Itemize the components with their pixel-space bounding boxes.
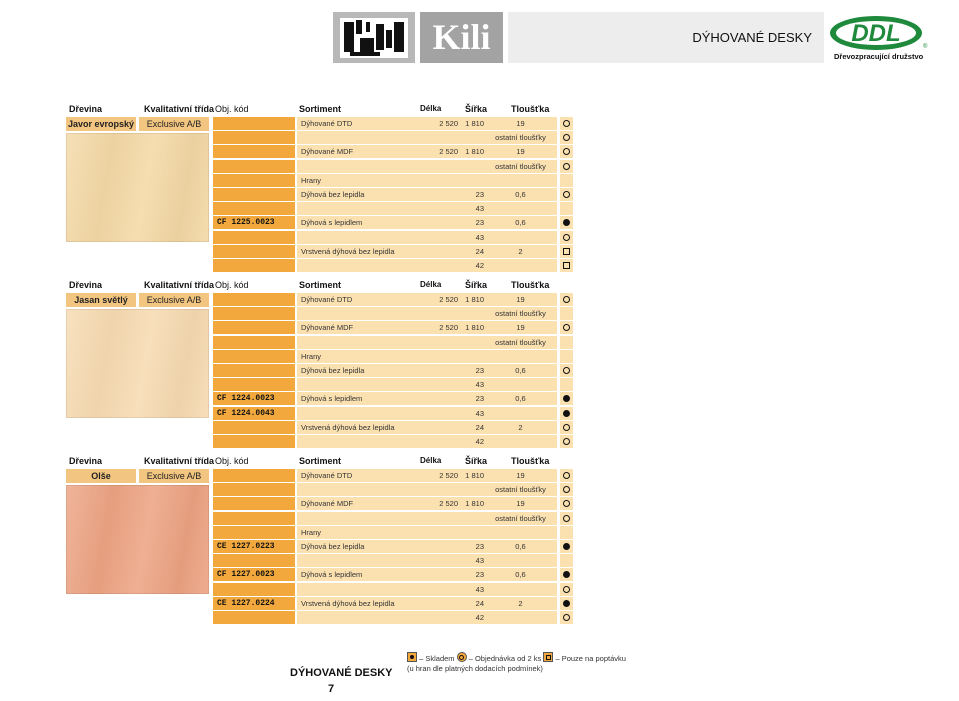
product-code: [213, 483, 295, 496]
in-stock-icon: [563, 571, 570, 578]
sirka-cell: [430, 307, 484, 320]
sirka-cell: 42: [475, 261, 484, 270]
tloustka-cell: [490, 174, 551, 187]
sirka-cell: 1 810: [465, 119, 484, 128]
tloustka-cell: [490, 611, 551, 624]
product-code: CF 1225.0023: [213, 216, 295, 229]
availability-cell: [560, 611, 573, 624]
sortiment-cell: Dýhované MDF: [301, 323, 354, 333]
availability-cell: [560, 378, 573, 391]
order-icon: [563, 296, 570, 303]
sortiment-cell: Dýhová s lepidlem: [301, 394, 363, 404]
sirka-cell: 24: [475, 246, 484, 256]
legend-skladem: – Skladem: [419, 654, 455, 663]
ddl-tagline: Dřevozpracující družstvo: [834, 52, 924, 61]
sirka-cell: 24: [475, 422, 484, 432]
column-header-obj: Obj. kód: [215, 456, 249, 466]
column-header-sortiment: Sortiment: [299, 280, 342, 290]
tloustka-cell: 19: [516, 147, 525, 157]
product-code: CE 1227.0223: [213, 540, 295, 553]
column-header-trida: Kvalitativní třída: [144, 456, 215, 466]
sirka-cell: [430, 526, 484, 539]
availability-cell: [560, 350, 573, 363]
sirka-cell: 23: [475, 218, 484, 228]
tloustka-cell: 0,6: [515, 366, 526, 375]
sirka-cell: [430, 483, 484, 496]
availability-cell: [560, 336, 573, 349]
column-header-tloustka: Tloušťka: [511, 456, 550, 466]
sortiment-cell: Dýhová bez lepidla: [301, 542, 365, 551]
sortiment-cell: Dýhované MDF: [301, 499, 354, 509]
wood-swatch: [66, 485, 209, 594]
product-code: CE 1227.0224: [213, 597, 295, 610]
availability-cell: [560, 117, 573, 130]
in-stock-icon: [563, 543, 570, 550]
sirka-cell: 23: [475, 190, 484, 199]
tloustka-cell: [490, 435, 551, 448]
availability-cell: [560, 554, 573, 567]
availability-cell: [560, 540, 573, 553]
sirka-cell: 1 810: [465, 323, 484, 333]
sirka-cell: 23: [475, 570, 484, 580]
product-code: [213, 526, 295, 539]
tloustka-cell: ostatní tloušťky: [495, 337, 546, 347]
legend-row: [407, 652, 626, 664]
availability-cell: [560, 131, 573, 144]
column-header-trida: Kvalitativní třída: [144, 104, 215, 114]
product-code: [213, 364, 295, 377]
order-icon: [563, 472, 570, 479]
product-code: [213, 307, 295, 320]
sortiment-cell: Dýhová s lepidlem: [301, 570, 363, 580]
product-code: [213, 378, 295, 391]
legend-note: (u hran dle platných dodacích podmínek): [407, 664, 543, 673]
svg-text:®: ®: [923, 44, 928, 50]
sortiment-cell: Dýhované MDF: [301, 147, 354, 157]
column-header-delka: Délka: [420, 456, 442, 465]
order-icon: [563, 438, 570, 445]
sortiment-cell: Vrstvená dýhová bez lepidla: [301, 246, 395, 256]
tloustka-cell: 19: [516, 499, 525, 509]
order-icon: [563, 134, 570, 141]
ddl-logo: [828, 14, 928, 66]
tloustka-cell: [490, 583, 551, 596]
order-icon: [563, 148, 570, 155]
sirka-cell: 43: [475, 408, 484, 418]
availability-cell: [560, 188, 573, 201]
availability-cell: [560, 293, 573, 306]
tloustka-cell: 2: [518, 598, 523, 608]
tloustka-cell: 0,6: [515, 542, 526, 551]
legend-objednavka: – Objednávka od 2 ks: [468, 654, 542, 663]
wood-swatch: [66, 133, 209, 242]
availability-cell: [560, 583, 573, 596]
delka-cell: 2 520: [439, 499, 458, 509]
delka-cell: 2 520: [439, 119, 458, 128]
sortiment-cell: Vrstvená dýhová bez lepidla: [301, 598, 395, 608]
availability-cell: [560, 469, 573, 482]
availability-cell: [560, 392, 573, 405]
legend: [407, 652, 626, 674]
sirka-cell: 24: [475, 598, 484, 608]
product-code: [213, 336, 295, 349]
availability-cell: [560, 160, 573, 173]
availability-cell: [560, 407, 573, 420]
order-icon: [563, 191, 570, 198]
column-header-drevina: Dřevina: [69, 456, 103, 466]
sirka-cell: [430, 350, 484, 363]
wood-name: Olše: [66, 469, 136, 483]
sirka-cell: 43: [475, 232, 484, 242]
order-icon: [563, 120, 570, 127]
availability-cell: [560, 259, 573, 272]
sirka-cell: 23: [475, 366, 484, 375]
tloustka-cell: [490, 526, 551, 539]
availability-cell: [560, 364, 573, 377]
sortiment-cell: Dýhované DTD: [301, 295, 353, 304]
in-stock-icon: [563, 600, 570, 607]
ddl-logo-text: DDL: [851, 20, 901, 47]
availability-cell: [560, 145, 573, 158]
product-code: [213, 583, 295, 596]
product-code: [213, 321, 295, 334]
product-code: [213, 469, 295, 482]
sirka-cell: 43: [475, 556, 484, 566]
sortiment-cell: Hrany: [301, 527, 322, 537]
logo-texture: [344, 22, 354, 52]
sirka-cell: [430, 131, 484, 144]
order-icon: [563, 500, 570, 507]
order-icon: [563, 486, 570, 493]
product-code: [213, 421, 295, 434]
tloustka-cell: 2: [518, 246, 523, 256]
product-code: [213, 293, 295, 306]
order-icon: [563, 234, 570, 241]
availability-cell: [560, 526, 573, 539]
sortiment-cell: Dýhované DTD: [301, 471, 353, 480]
column-header-obj: Obj. kód: [215, 280, 249, 290]
column-header-tloustka: Tloušťka: [511, 280, 550, 290]
tloustka-cell: ostatní tloušťky: [495, 309, 546, 319]
order-icon: [563, 163, 570, 170]
product-code: [213, 512, 295, 525]
order-icon: [563, 324, 570, 331]
column-header-sirka: Šířka: [465, 104, 488, 114]
sirka-cell: 1 810: [465, 471, 484, 480]
product-code: [213, 350, 295, 363]
column-header-sortiment: Sortiment: [299, 104, 342, 114]
delka-cell: 2 520: [439, 147, 458, 157]
legend-poptavka: – Pouze na poptávku: [555, 654, 626, 663]
in-stock-icon: [407, 652, 417, 662]
tloustka-cell: ostatní tloušťky: [495, 161, 546, 171]
kili-bw-logo: [333, 12, 415, 63]
sirka-cell: 23: [475, 542, 484, 551]
logo-texture: [350, 52, 380, 56]
product-code: CF 1227.0023: [213, 568, 295, 581]
sirka-cell: 42: [475, 437, 484, 446]
order-icon: [563, 424, 570, 431]
in-stock-icon: [563, 219, 570, 226]
on-demand-icon: [563, 248, 570, 255]
sirka-cell: 43: [475, 584, 484, 594]
product-code: CF 1224.0043: [213, 407, 295, 420]
sirka-cell: [430, 174, 484, 187]
availability-cell: [560, 174, 573, 187]
product-code: [213, 259, 295, 272]
product-code: [213, 231, 295, 244]
availability-cell: [560, 568, 573, 581]
on-demand-icon: [563, 262, 570, 269]
tloustka-cell: ostatní tloušťky: [495, 513, 546, 523]
sortiment-cell: Hrany: [301, 351, 322, 361]
logo-texture: [356, 20, 362, 34]
delka-cell: 2 520: [439, 471, 458, 480]
tloustka-cell: 19: [516, 323, 525, 333]
logo-texture: [366, 22, 370, 32]
product-code: [213, 554, 295, 567]
column-header-sortiment: Sortiment: [299, 456, 342, 466]
column-header-sirka: Šířka: [465, 456, 488, 466]
availability-cell: [560, 216, 573, 229]
sirka-cell: 1 810: [465, 147, 484, 157]
order-icon: [563, 367, 570, 374]
availability-cell: [560, 231, 573, 244]
availability-cell: [560, 435, 573, 448]
header-band: [508, 12, 824, 63]
availability-cell: [560, 307, 573, 320]
sortiment-cell: Dýhová bez lepidla: [301, 366, 365, 375]
availability-cell: [560, 421, 573, 434]
product-code: [213, 497, 295, 510]
logo-texture: [394, 22, 404, 52]
quality-class: Exclusive A/B: [139, 293, 209, 307]
column-header-trida: Kvalitativní třída: [144, 280, 215, 290]
availability-cell: [560, 321, 573, 334]
tloustka-cell: 2: [518, 422, 523, 432]
tloustka-cell: [490, 378, 551, 391]
product-code: [213, 117, 295, 130]
kili-logo: Kili: [420, 12, 503, 63]
tloustka-cell: [490, 231, 551, 244]
tloustka-cell: 0,6: [515, 394, 526, 404]
quality-class: Exclusive A/B: [139, 117, 209, 131]
sirka-cell: [430, 160, 484, 173]
product-code: [213, 188, 295, 201]
column-header-drevina: Dřevina: [69, 104, 103, 114]
wood-swatch: [66, 309, 209, 418]
footer-title: DÝHOVANÉ DESKY: [290, 667, 393, 679]
logo-texture: [386, 30, 392, 48]
delka-cell: 2 520: [439, 295, 458, 304]
column-header-sirka: Šířka: [465, 280, 488, 290]
product-code: [213, 611, 295, 624]
tloustka-cell: [490, 259, 551, 272]
sirka-cell: 43: [475, 380, 484, 390]
column-header-tloustka: Tloušťka: [511, 104, 550, 114]
product-code: CF 1224.0023: [213, 392, 295, 405]
sortiment-cell: Dýhová bez lepidla: [301, 190, 365, 199]
order-icon: [563, 586, 570, 593]
product-code: [213, 145, 295, 158]
sortiment-cell: Hrany: [301, 175, 322, 185]
column-header-delka: Délka: [420, 104, 442, 113]
sirka-cell: [430, 336, 484, 349]
logo-texture: [376, 24, 384, 50]
tloustka-cell: 19: [516, 471, 525, 480]
availability-cell: [560, 512, 573, 525]
sirka-cell: 42: [475, 613, 484, 622]
sirka-cell: [430, 512, 484, 525]
availability-cell: [560, 497, 573, 510]
availability-cell: [560, 597, 573, 610]
ddl-logo-icon: [828, 14, 928, 52]
column-header-drevina: Dřevina: [69, 280, 103, 290]
tloustka-cell: [490, 202, 551, 215]
sirka-cell: 43: [475, 204, 484, 214]
product-code: [213, 174, 295, 187]
tloustka-cell: [490, 407, 551, 420]
wood-name: Jasan světlý: [66, 293, 136, 307]
tloustka-cell: 0,6: [515, 190, 526, 199]
sortiment-cell: Vrstvená dýhová bez lepidla: [301, 422, 395, 432]
availability-cell: [560, 245, 573, 258]
availability-cell: [560, 483, 573, 496]
wood-name: Javor evropský: [67, 119, 135, 129]
delka-cell: 2 520: [439, 323, 458, 333]
column-header-obj: Obj. kód: [215, 104, 249, 114]
tloustka-cell: 0,6: [515, 218, 526, 228]
sortiment-cell: Dýhované DTD: [301, 119, 353, 128]
tloustka-cell: 19: [516, 295, 525, 304]
product-code: [213, 160, 295, 173]
order-icon: [563, 515, 570, 522]
availability-cell: [560, 202, 573, 215]
tloustka-cell: [490, 554, 551, 567]
sirka-cell: 1 810: [465, 499, 484, 509]
in-stock-icon: [563, 395, 570, 402]
sirka-cell: 23: [475, 394, 484, 404]
tloustka-cell: ostatní tloušťky: [495, 485, 546, 495]
in-stock-icon: [563, 410, 570, 417]
column-header-delka: Délka: [420, 280, 442, 289]
product-code: [213, 435, 295, 448]
page-title: DÝHOVANÉ DESKY: [692, 30, 812, 45]
tloustka-cell: ostatní tloušťky: [495, 133, 546, 143]
tloustka-cell: 19: [516, 119, 525, 128]
on-demand-icon: [543, 652, 553, 662]
tloustka-cell: 0,6: [515, 570, 526, 580]
sirka-cell: 1 810: [465, 295, 484, 304]
product-code: [213, 245, 295, 258]
quality-class: Exclusive A/B: [139, 469, 209, 483]
product-code: [213, 202, 295, 215]
product-code: [213, 131, 295, 144]
order-icon: [457, 652, 467, 662]
page-number: 7: [328, 683, 335, 695]
tloustka-cell: [490, 350, 551, 363]
order-icon: [563, 614, 570, 621]
sortiment-cell: Dýhová s lepidlem: [301, 218, 363, 228]
